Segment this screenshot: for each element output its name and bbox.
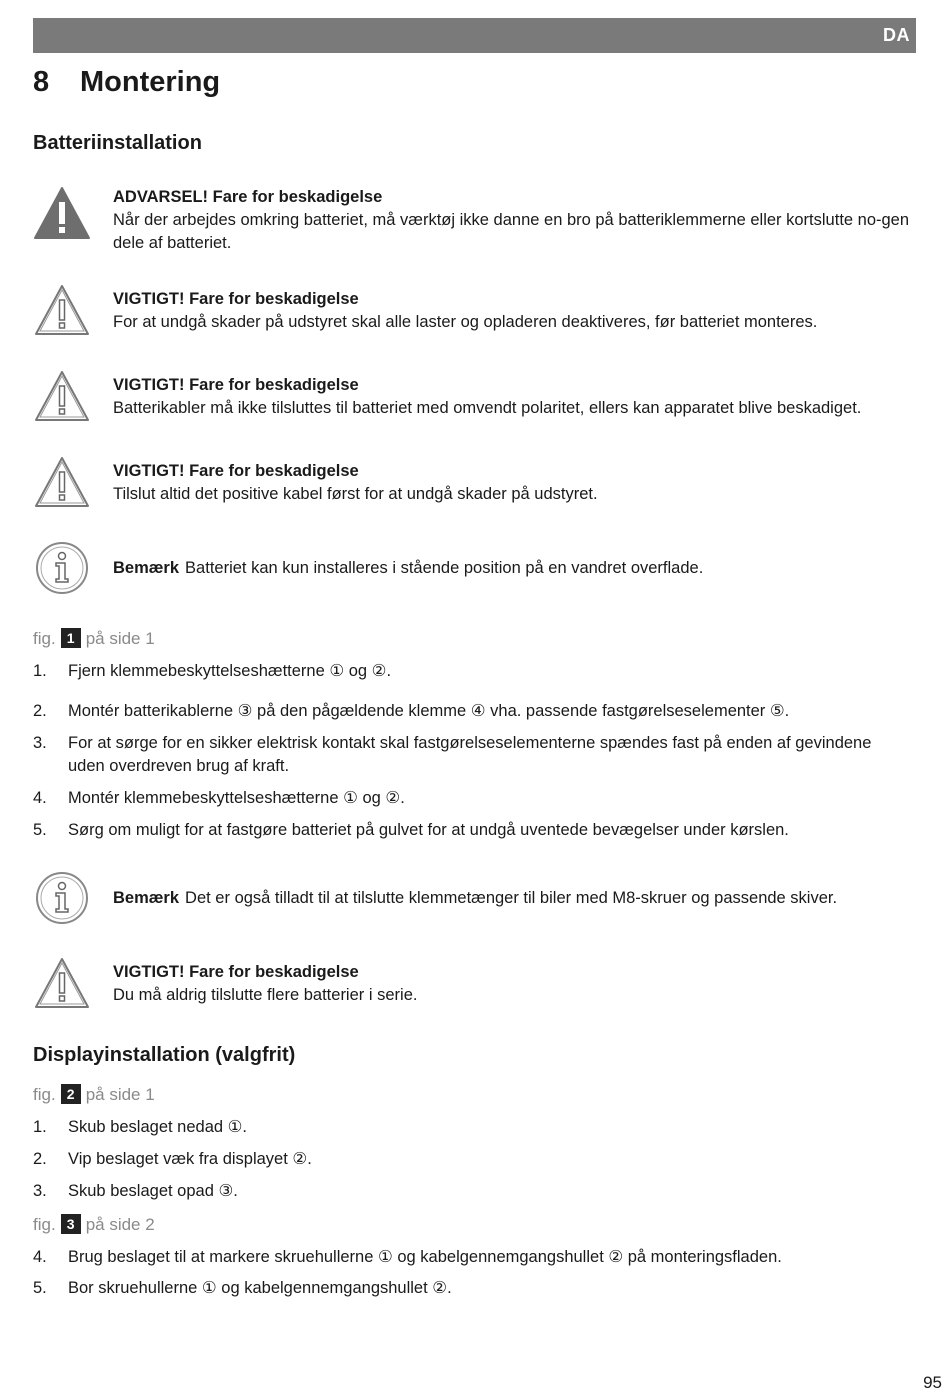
figure-reference <box>33 1214 155 1235</box>
chapter-title: Montering <box>80 66 221 98</box>
step-text: Skub beslaget opad ③. <box>68 1182 238 1200</box>
step-number: 1. <box>33 1118 47 1136</box>
step-number: 2. <box>33 1150 47 1168</box>
warning-outline-icon <box>33 955 91 1013</box>
info-icon <box>33 869 91 927</box>
fig-prefix: fig. <box>33 1215 56 1234</box>
step-number: 4. <box>33 1248 47 1266</box>
step-text: Bor skruehullerne ① og kabelgennemgangshullet ②. <box>68 1279 452 1297</box>
note-label: Bemærk <box>113 559 180 577</box>
fig-number-box: 1 <box>61 628 81 648</box>
step-text: Sørg om muligt for at fastgøre batteriet på gulvet for at undgå uventede bevægelser under kørslen. <box>68 821 789 839</box>
step-number: 5. <box>33 1279 47 1297</box>
step-text: For at sørge for en sikker elektrisk kontakt skal fastgørelseselementerne spændes fast på enden af gevindene uden overdreven brug af kraft. <box>68 734 872 775</box>
step-number: 1. <box>33 662 47 680</box>
list-item <box>33 787 893 810</box>
fig-suffix: på side 1 <box>85 1085 155 1104</box>
language-code: DA <box>883 25 910 45</box>
fig-suffix: på side 2 <box>85 1215 155 1234</box>
notice-title: VIGTIGT! Fare for beskadigelse <box>113 963 359 981</box>
fig-prefix: fig. <box>33 1085 56 1104</box>
chapter-heading <box>33 66 220 99</box>
list-item <box>33 819 893 842</box>
notice-text: Når der arbejdes omkring batteriet, må værktøj ikke danne en bro på batteriklemmerne eller kortslutte no-gen dele af batteriet. <box>113 211 910 252</box>
step-text: Montér klemmebeskyttelseshætterne ① og ②. <box>68 789 405 807</box>
notice-title: VIGTIGT! Fare for beskadigelse <box>113 462 359 480</box>
notice-text: Du må aldrig tilslutte flere batterier i serie. <box>113 986 418 1004</box>
step-text: Montér batterikablerne ③ på den pågældende klemme ④ vha. passende fastgørelseselementer ⑤. <box>68 702 790 720</box>
figure-reference <box>33 628 155 649</box>
notice-title: VIGTIGT! Fare for beskadigelse <box>113 376 359 394</box>
notice-text: Tilslut altid det positive kabel først for at undgå skader på udstyret. <box>113 485 598 503</box>
section-title-battery: Batteriinstallation <box>33 132 202 154</box>
step-number: 5. <box>33 821 47 839</box>
warning-outline-icon <box>33 454 91 512</box>
chapter-number: 8 <box>33 66 50 98</box>
info-icon <box>33 539 91 597</box>
step-text: Brug beslaget til at markere skruehullerne ① og kabelgennemgangshullet ② på monteringsfladen. <box>68 1248 782 1266</box>
warning-outline-icon <box>33 282 91 340</box>
notice-text: Batterikabler må ikke tilsluttes til batteriet med omvendt polaritet, ellers kan apparatet blive beskadiget. <box>113 399 862 417</box>
step-number: 3. <box>33 1182 47 1200</box>
list-item <box>33 1277 893 1300</box>
warning-outline-icon <box>33 368 91 426</box>
fig-number-box: 2 <box>61 1084 81 1104</box>
section-title-display: Displayinstallation (valgfrit) <box>33 1044 296 1066</box>
step-text: Fjern klemmebeskyttelseshætterne ① og ②. <box>68 662 392 680</box>
fig-suffix: på side 1 <box>85 629 155 648</box>
note-text: Det er også tilladt til at tilslutte klemmetænger til biler med M8-skruer og passende skiver. <box>185 889 838 907</box>
step-text: Vip beslaget væk fra displayet ②. <box>68 1150 312 1168</box>
step-number: 3. <box>33 734 47 752</box>
figure-reference <box>33 1084 155 1105</box>
list-item <box>33 1148 893 1171</box>
fig-prefix: fig. <box>33 629 56 648</box>
fig-number-box: 3 <box>61 1214 81 1234</box>
notice-title: ADVARSEL! Fare for beskadigelse <box>113 188 383 206</box>
warning-filled-icon <box>33 185 91 243</box>
note-text: Batteriet kan kun installeres i stående position på en vandret overflade. <box>185 559 704 577</box>
note-label: Bemærk <box>113 889 180 907</box>
step-number: 4. <box>33 789 47 807</box>
list-item <box>33 1246 893 1269</box>
header-bar <box>33 18 916 53</box>
notice-title: VIGTIGT! Fare for beskadigelse <box>113 290 359 308</box>
page-number: 95 <box>923 1373 942 1392</box>
step-text: Skub beslaget nedad ①. <box>68 1118 248 1136</box>
list-item <box>33 1116 893 1139</box>
step-number: 2. <box>33 702 47 720</box>
list-item <box>33 1180 893 1203</box>
list-item <box>33 660 893 683</box>
notice-text: For at undgå skader på udstyret skal alle laster og opladeren deaktiveres, før batteriet monteres. <box>113 313 818 331</box>
list-item <box>33 700 893 723</box>
list-item <box>33 732 893 778</box>
